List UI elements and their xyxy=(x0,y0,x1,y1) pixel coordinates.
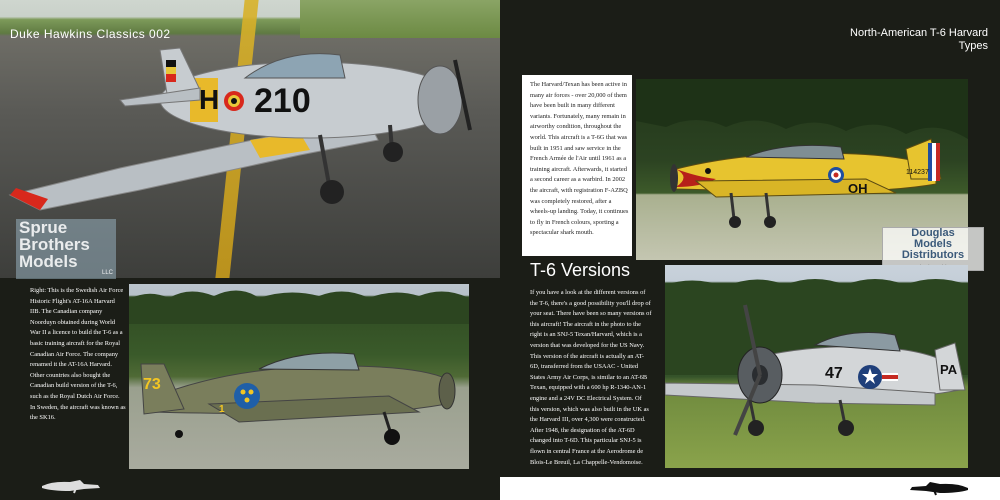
series-title: Duke Hawkins Classics 002 xyxy=(10,27,171,41)
aircraft-tail-code: 114237 xyxy=(906,169,929,176)
watermark-line-1: Sprue xyxy=(19,218,68,237)
watermark-line-2: Models xyxy=(914,238,952,250)
intro-paragraph: The Harvard/Texan has been active in many air forces - over 20,000 of them have been built in many different variants. Fortunately, many remain in airworthy condition, throughout the world. This aircraft is a T-6G that was built in 1951 and saw service in the French Armée de l'Air until 1961 as a training aircraft. Afterwards, it started a second career as a warbird. In 2002 the aircraft, with registration F-AZBQ was completely restored, after a wheels-up landing. Today, it continues to fly in French colours, sporting a spectacular shark mouth. xyxy=(530,81,629,237)
aircraft-code-210: 210 xyxy=(254,82,311,120)
aircraft-47-illustration xyxy=(665,265,968,468)
aircraft-73-illustration xyxy=(129,284,469,469)
t6-silhouette-icon xyxy=(908,480,970,496)
watermark-line-2: Brothers xyxy=(19,235,90,254)
photo-swedish-harvard-73 xyxy=(129,284,469,469)
page-title-line-1: North-American T-6 Harvard xyxy=(850,27,988,39)
t6-silhouette-icon xyxy=(40,478,102,494)
page-title-line-2: Types xyxy=(958,40,988,52)
photo-caption-swedish-harvard: Right: This is the Swedish Air Force Historic Flight's AT-16A Harvard IIB. The Canadian company Noorduyn obtained during World War II a licence to build the T-6 as a basic training aircraft for the Royal Canadian Air Force. The company renamed it the AT-16A Harvard. Other countries also bought the Canadian build version of the T-6, such as the Royal Dutch Air Force. In Sweden, the aircraft was known as the SK16. xyxy=(30,287,126,422)
versions-paragraph: If you have a look at the different versions of the T-6, there's a good possibility you'll drop of your seat. There have been so many versions of this aircraft! The aircraft in the photo to the right is an SNJ-5 Texan/Harvard, which is a version that was developed for the US Navy. This version of the aircraft is actually an AT-6D, transferred from the USAAC - United States Army Air Corps, is similar to an AT-6B Texan, equipped with a 600 hp R-1340-AN-1 engine and a 24V DC Electrical System. Of this version, which was also built in the UK as the Harvard III, over 4,300 were constructed. After 1948, the designation of the AT-6D changed into T-6D. This particular SNJ-5 is flown in central France at the Aerodrome de Blois-Le Breuil, La Chappelle-Vendomoise. xyxy=(530,289,652,466)
aircraft-tail-letters: PA xyxy=(940,362,958,377)
right-page xyxy=(500,0,1000,500)
watermark-line-1: Douglas xyxy=(911,227,955,239)
aircraft-code-oh: OH xyxy=(848,181,868,196)
sprue-brothers-watermark xyxy=(16,219,116,279)
aircraft-code-47: 47 xyxy=(825,365,843,382)
aircraft-code-73: 73 xyxy=(143,376,161,393)
photo-snj5-texan xyxy=(665,265,968,468)
fuselage-number: 1 xyxy=(219,404,225,415)
aircraft-letter: H xyxy=(199,84,220,115)
watermark-line-3: Distributors xyxy=(901,249,965,261)
section-heading-t6-versions: T-6 Versions xyxy=(530,260,631,280)
page-title xyxy=(850,27,988,53)
watermark-suffix: LLC xyxy=(101,270,113,276)
watermark-line-3: Models xyxy=(19,252,78,271)
